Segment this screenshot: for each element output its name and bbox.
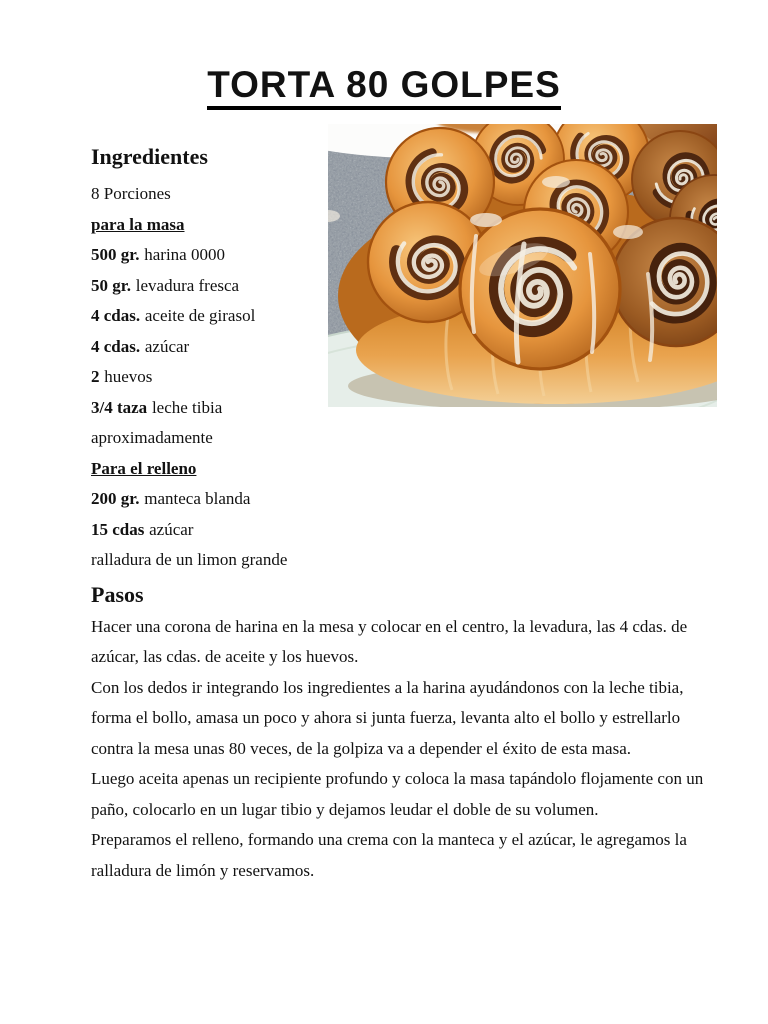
ingredient-quantity: 4 cdas. [91, 336, 141, 356]
ingredient-line [91, 332, 707, 363]
ingredient-line [91, 393, 707, 424]
ingredient-quantity: 4 cdas. [91, 306, 141, 325]
ingredient-line [91, 545, 707, 576]
ingredient-text: huevos [104, 367, 153, 386]
ingredient-quantity: 50 gr. [91, 275, 131, 295]
ingredient-quantity: 200 gr. [91, 489, 140, 508]
ingredient-line [91, 301, 707, 332]
section-heading-relleno: Para el relleno [91, 458, 197, 478]
ingredient-text: azúcar [149, 519, 194, 539]
page-title-text: TORTA 80 GOLPES [207, 64, 561, 110]
ingredients-list [91, 179, 707, 576]
recipe-content [91, 144, 707, 886]
ingredient-line [91, 423, 707, 454]
ingredient-line [91, 240, 707, 271]
section-heading-masa: para la masa [91, 214, 185, 234]
ingredient-text: levadura fresca [135, 275, 240, 295]
step-paragraph: Luego aceita apenas un recipiente profundo y coloca la masa tapándolo flojamente con un paño, colocarlo en un lugar tibio y dejamos leudar el doble de su volumen. [91, 769, 704, 819]
ingredient-line [91, 484, 707, 515]
ingredient-text: leche tibia [151, 397, 223, 417]
ingredient-quantity: 2 [91, 367, 100, 386]
steps-heading: Pasos [91, 581, 144, 607]
ingredient-text: aceite de girasol [144, 306, 256, 325]
step-paragraph: Con los dedos ir integrando los ingredientes a la harina ayudándonos con la leche tibia, forma el bollo, amasa un poco y ahora si junta fuerza, levanta alto el bollo y estrellarlo contra la mesa unas 80 veces, de la golpiza va a depender el éxito de esta masa. [91, 677, 684, 758]
ingredients-heading: Ingredientes [91, 144, 208, 169]
ingredient-quantity: 3/4 taza [91, 397, 148, 417]
page-title [0, 64, 768, 106]
servings-line: 8 Porciones [91, 184, 171, 203]
step-paragraph: Hacer una corona de harina en la mesa y colocar en el centro, la levadura, las 4 cdas. de azúcar, las cdas. de aceite y los huevos. [91, 616, 688, 666]
ingredient-line [91, 362, 707, 393]
ingredient-line [91, 515, 707, 546]
ingredient-quantity: 15 cdas [91, 519, 145, 539]
ingredient-text: harina 0000 [144, 245, 225, 264]
ingredient-text: aproximadamente [91, 428, 213, 447]
ingredient-text: manteca blanda [144, 489, 251, 508]
ingredient-quantity: 500 gr. [91, 245, 140, 264]
ingredient-text: ralladura de un limon grande [91, 550, 288, 569]
step-paragraph: Preparamos el relleno, formando una crema con la manteca y el azúcar, le agregamos la ralladura de limón y reservamos. [91, 830, 687, 880]
ingredient-line [91, 271, 707, 302]
ingredient-text: azúcar [144, 336, 190, 356]
